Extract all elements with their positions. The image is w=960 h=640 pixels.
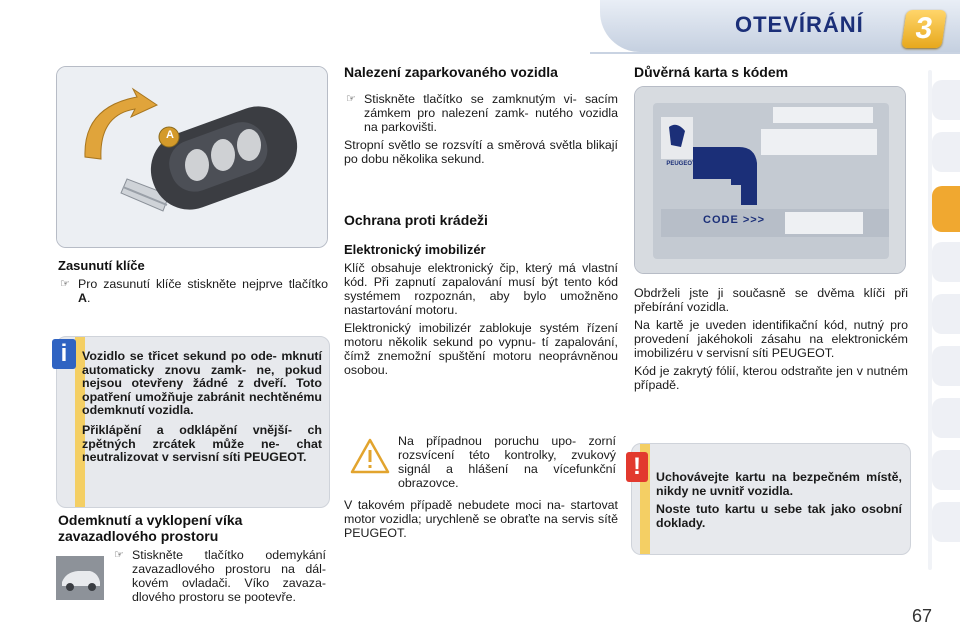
page-number: 67: [912, 606, 933, 626]
key-illustration: [56, 66, 328, 248]
key-text: Pro zasunutí klíče stiskněte nejprve tlačítko: [78, 277, 328, 291]
chapter-tab-6[interactable]: [932, 346, 960, 386]
trunk-heading: Odemknutí a vyklopení víka zavazadlového prostoru: [58, 512, 243, 544]
chapter-tab-1[interactable]: [932, 80, 960, 120]
chapter-tab-4[interactable]: [932, 242, 960, 282]
locate-bullet: ☞ Stiskněte tlačítko se zamknutým vi- sacím zámkem pro nalezení zamk- nutého vozidla na parkovišti.: [344, 92, 618, 134]
key-text-end: .: [86, 291, 91, 305]
warning-triangle-icon: [350, 438, 390, 474]
immobilizer-heading: Elektronický imobilizér: [344, 242, 486, 257]
trunk-text: ☞ Stiskněte tlačítko odemykání zavazadlového prostoru na dál- kovém ovladači. Víko zavaza- dlového prostoru se pootevře.: [112, 548, 326, 604]
key-heading: Zasunutí klíče: [58, 258, 145, 273]
info-paragraph-2: Přiklápění a odklápění vnější- ch zpětných zrcátek může ne- chat neutralizovat v servisní síti PEUGEOT.: [82, 422, 322, 465]
card-paragraph-3: Kód je zakrytý fólií, kterou odstraňte jen v nutném případě.: [634, 364, 908, 392]
fault-text: Na případnou poruchu upo- zorní rozsvícení této kontrolky, zvukový signál a hlášení na vícefunkční obrazovce.: [398, 434, 616, 490]
chapter-tab-9[interactable]: [932, 502, 960, 542]
chapter-tab-2[interactable]: [932, 132, 960, 172]
trunk-button-icon: [56, 556, 104, 600]
warning-paragraph-2: Noste tuto kartu u sebe tak jako osobní doklady.: [656, 502, 902, 530]
card-code-label: CODE >>>: [703, 214, 766, 226]
header-rule: [590, 52, 960, 54]
key-bullet: [58, 277, 328, 305]
info-content: [82, 350, 322, 465]
chapter-tab-3-active[interactable]: [932, 186, 960, 232]
card-heading: Důvěrná karta s kódem: [634, 64, 789, 80]
key-label-a: A: [166, 129, 174, 141]
warning-paragraph-1: Uchovávejte kartu na bezpečném místě, nikdy ne uvnitř vozidla.: [656, 470, 902, 498]
card-brand: PEUGEOT: [666, 161, 696, 167]
immobilizer-paragraph-1: Klíč obsahuje elektronický čip, který má vlastní kód. Při zapnutí zapalování musí být tento kód systémem rozpoznán, aby bylo umožněno nastartování motoru.: [344, 261, 618, 317]
chapter-tab-8[interactable]: [932, 450, 960, 490]
chapter-tab-7[interactable]: [932, 398, 960, 438]
chapter-tab-5[interactable]: [932, 294, 960, 334]
card-paragraph-1: Obdrželi jste ji současně se dvěma klíči při přebírání vozidla.: [634, 286, 908, 314]
service-paragraph: V takovém případě nebudete moci na- startovat motor vozidla; urychleně se obraťte na servis sítě PEUGEOT.: [344, 498, 618, 540]
info-paragraph-1: Vozidlo se třicet sekund po ode- mknutí automaticky znovu zamk- ne, pokud nejsou otevřeny žádné z dveří. Toto opatření umožňuje zabránit nechtěnému odemknutí vozidla.: [82, 349, 322, 418]
info-icon: i: [52, 339, 76, 369]
key-button-ref: A: [78, 291, 87, 305]
page-title: OTEVÍRÁNÍ: [735, 12, 864, 37]
card-paragraph-2: Na kartě je uveden identifikační kód, nutný pro provedení jakéhokoli zásahu na elektronickém imobilizéru v servisní síti PEUGEOT.: [634, 318, 908, 360]
immobilizer-paragraph-2: Elektronický imobilizér zablokuje systém řízení motoru několik sekund po vypnu- tí zapalování, čímž znemožní spuštění motoru neoprávněnou osobou.: [344, 321, 618, 377]
locate-paragraph: Stropní světlo se rozsvítí a směrová světla blikají po dobu několika sekund.: [344, 138, 618, 166]
theft-heading: Ochrana proti krádeži: [344, 212, 488, 228]
locate-heading: Nalezení zaparkovaného vozidla: [344, 64, 558, 80]
chapter-badge: 3: [901, 10, 946, 48]
warning-exclamation-icon: !: [626, 452, 648, 482]
warning-content: [656, 470, 902, 530]
code-card-illustration: [634, 86, 906, 274]
